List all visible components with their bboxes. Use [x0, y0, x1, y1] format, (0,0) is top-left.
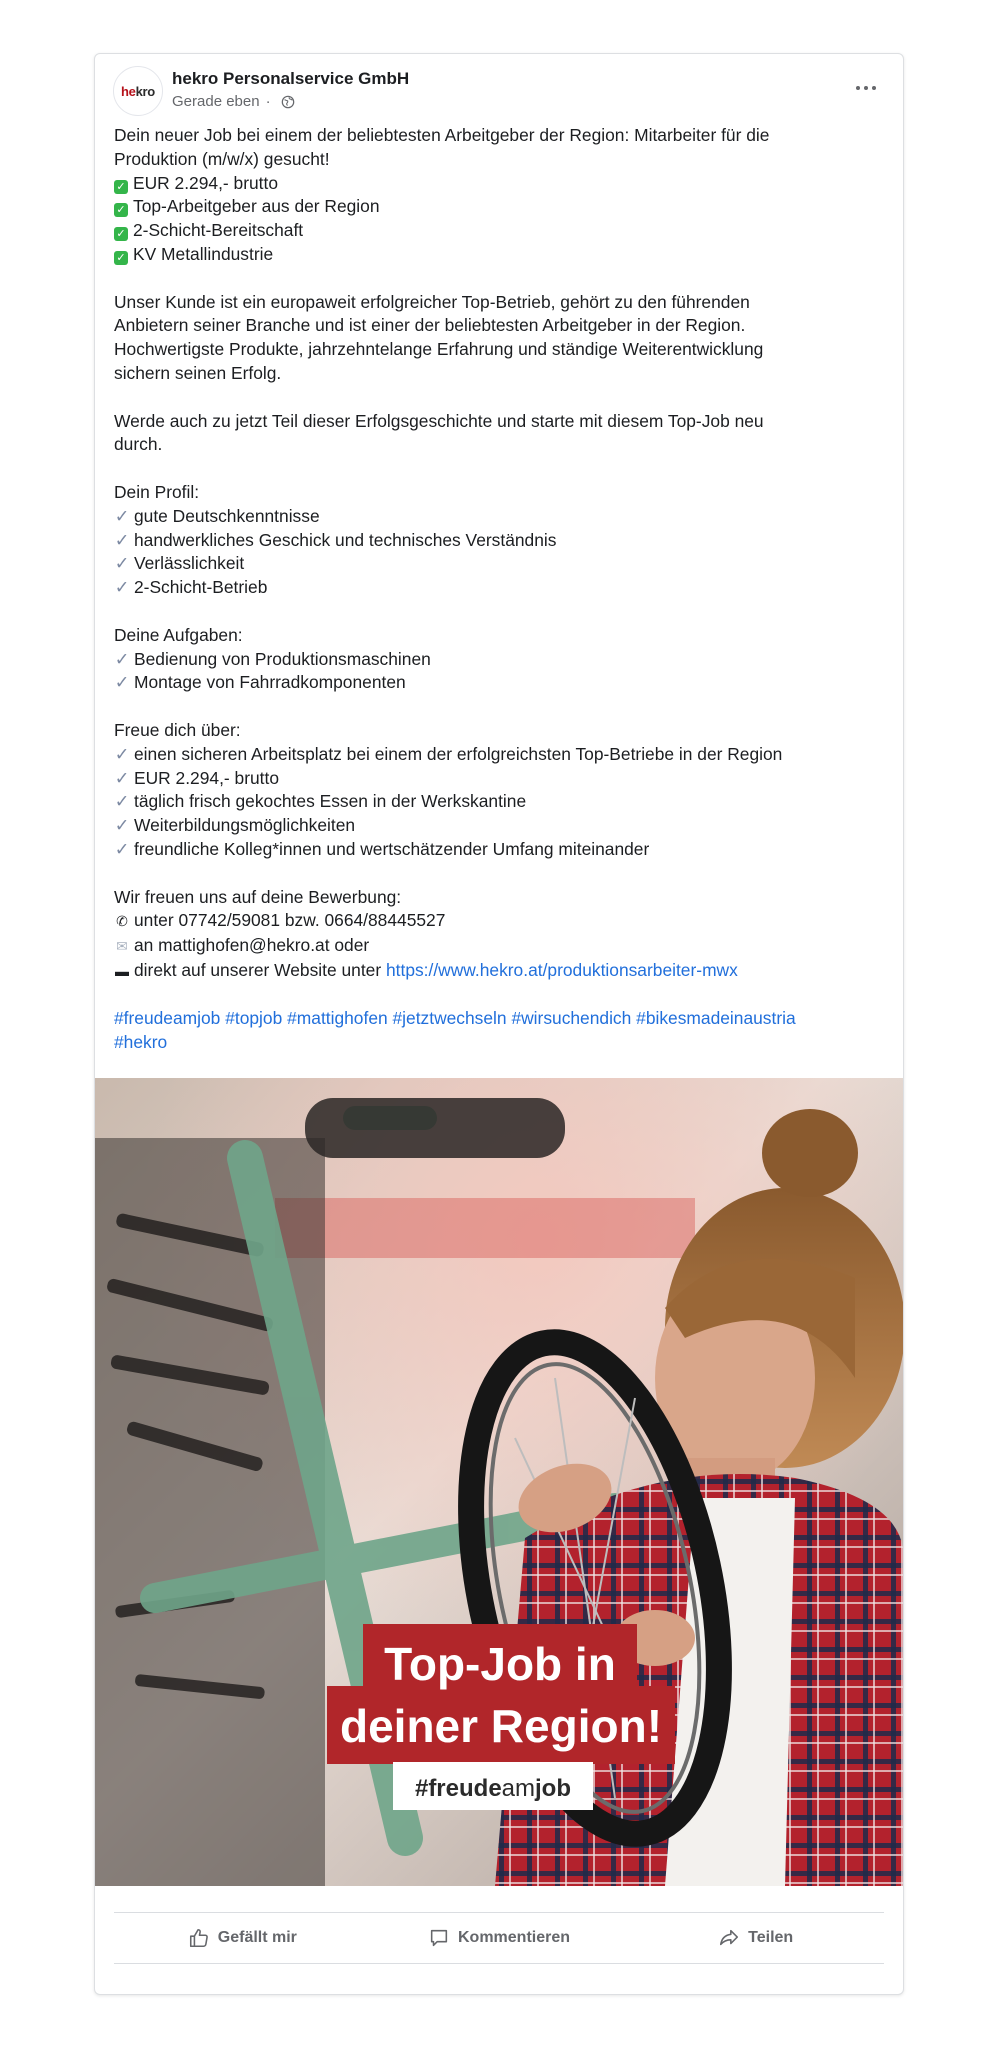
tag-suffix: job — [535, 1775, 572, 1802]
profile-text: Verlässlichkeit — [134, 553, 245, 574]
invite-line: Werde auch zu jetzt Teil dieser Erfolgsgeschichte und starte mit diesem Top-Job neu — [114, 410, 764, 431]
profile-item — [114, 529, 894, 553]
benefit-text: EUR 2.294,- brutto — [134, 767, 279, 788]
profile-heading: Dein Profil: — [114, 481, 200, 502]
share-button[interactable] — [627, 1927, 884, 1949]
invite-line: durch. — [114, 434, 163, 455]
share-label: Teilen — [748, 1929, 794, 1946]
benefit-text: freundliche Kolleg*innen und wertschätzender Umfang miteinander — [134, 838, 650, 859]
about-line: Anbietern seiner Branche und ist einer der beliebtesten Arbeitgeber in der Region. — [114, 315, 746, 336]
comment-button[interactable] — [371, 1927, 628, 1949]
task-item — [114, 648, 894, 672]
comment-label: Kommentieren — [457, 1929, 571, 1946]
check-mark-button-icon: ✓ — [114, 251, 128, 265]
envelope-icon: ✉ — [116, 938, 128, 955]
highlight-item — [114, 243, 894, 267]
avatar[interactable] — [113, 66, 163, 116]
benefit-item — [114, 743, 894, 767]
check-icon: ✓ — [114, 648, 130, 669]
dot-separator: · — [265, 93, 271, 110]
intro-line-2: Produktion (m/w/x) gesucht! — [114, 148, 330, 169]
contact-heading: Wir freuen uns auf deine Bewerbung: — [114, 886, 402, 907]
contact-mail — [114, 934, 894, 959]
check-icon: ✓ — [114, 553, 130, 574]
task-item — [114, 671, 894, 695]
headline-line-2: deiner Region! — [339, 1700, 663, 1752]
tag-middle: am — [501, 1775, 536, 1802]
hashtag-link[interactable]: #topjob — [225, 1008, 283, 1029]
headline-line-1: Top-Job in — [384, 1638, 616, 1690]
benefit-item — [114, 767, 894, 791]
contact-web — [114, 959, 894, 984]
highlight-item — [114, 195, 894, 219]
contact-web-text: direkt auf unserer Website unter — [134, 959, 382, 980]
more-dot — [864, 86, 868, 90]
comment-icon — [428, 1927, 450, 1949]
contact-mail-text: an mattighofen@hekro.at oder — [134, 935, 370, 956]
avatar-logo-h: he — [121, 83, 136, 99]
image-hashtag — [415, 1775, 571, 1802]
profile-text: 2-Schicht-Betrieb — [134, 577, 268, 598]
about-line: sichern seinen Erfolg. — [114, 362, 282, 383]
website-link[interactable]: https://www.hekro.at/produktionsarbeiter-mwx — [385, 959, 738, 980]
benefit-item — [114, 838, 894, 862]
spacer — [114, 457, 894, 481]
check-icon: ✓ — [114, 529, 130, 550]
profile-text: handwerkliches Geschick und technisches Verständnis — [134, 529, 557, 550]
hashtags-line — [114, 1007, 894, 1031]
task-text: Bedienung von Produktionsmaschinen — [134, 648, 431, 669]
spacer — [114, 695, 894, 719]
computer-icon: ▬ — [115, 962, 129, 979]
share-icon — [718, 1927, 740, 1949]
check-mark-button-icon: ✓ — [114, 180, 128, 194]
check-icon: ✓ — [114, 577, 130, 598]
profile-item — [114, 552, 894, 576]
phone-icon: ✆ — [116, 913, 128, 930]
check-mark-button-icon: ✓ — [114, 227, 128, 241]
contact-phone-text: unter 07742/59081 bzw. 0664/88445527 — [134, 910, 446, 931]
task-text: Montage von Fahrradkomponenten — [134, 672, 406, 693]
benefit-text: täglich frisch gekochtes Essen in der Werkskantine — [134, 791, 527, 812]
action-bar — [114, 1912, 884, 1964]
hashtag-link[interactable]: #freudeamjob — [114, 1008, 221, 1029]
spacer — [114, 386, 894, 410]
spacer — [114, 267, 894, 291]
post-timestamp[interactable]: Gerade eben — [172, 93, 260, 110]
benefit-item — [114, 790, 894, 814]
tasks-heading: Deine Aufgaben: — [114, 624, 243, 645]
intro-line-1: Dein neuer Job bei einem der beliebtesten Arbeitgeber der Region: Mitarbeiter für die — [114, 125, 770, 145]
post-header — [95, 54, 903, 124]
bike-mechanic-photo — [95, 1078, 903, 1886]
contact-phone — [114, 909, 894, 934]
like-label: Gefällt mir — [217, 1929, 297, 1946]
more-dot — [872, 86, 876, 90]
check-icon: ✓ — [114, 743, 130, 764]
check-icon: ✓ — [114, 815, 130, 836]
more-dot — [856, 86, 860, 90]
highlight-item — [114, 219, 894, 243]
hashtag-link[interactable]: #mattighofen — [287, 1008, 388, 1029]
check-mark-button-icon: ✓ — [114, 203, 128, 217]
profile-item — [114, 505, 894, 529]
benefit-item — [114, 814, 894, 838]
hashtag-link[interactable]: #bikesmadeinaustria — [636, 1008, 796, 1029]
page-name[interactable]: hekro Personalservice GmbH — [172, 69, 410, 88]
about-line: Unser Kunde ist ein europaweit erfolgreicher Top-Betrieb, gehört zu den führenden — [114, 291, 750, 312]
highlight-text: KV Metallindustrie — [133, 243, 274, 264]
hashtags-line — [114, 1031, 894, 1055]
check-icon: ✓ — [114, 838, 130, 859]
benefit-text: Weiterbildungsmöglichkeiten — [134, 815, 356, 836]
check-icon: ✓ — [114, 505, 130, 526]
profile-text: gute Deutschkenntnisse — [134, 505, 320, 526]
more-options-button[interactable] — [851, 76, 881, 100]
check-icon: ✓ — [114, 672, 130, 693]
check-icon: ✓ — [114, 767, 130, 788]
spacer — [114, 600, 894, 624]
post-text — [114, 124, 894, 1055]
highlight-text: EUR 2.294,- brutto — [133, 172, 278, 193]
highlight-item — [114, 172, 894, 196]
hashtag-link[interactable]: #hekro — [114, 1032, 168, 1053]
check-icon: ✓ — [114, 791, 130, 812]
hashtag-link[interactable]: #wirsuchendich — [511, 1008, 632, 1029]
benefits-heading: Freue dich über: — [114, 719, 241, 740]
avatar-logo-rest: kro — [135, 83, 155, 99]
spacer — [114, 862, 894, 886]
about-line: Hochwertigste Produkte, jahrzehntelange Erfahrung und ständige Weiterentwicklung — [114, 339, 764, 360]
globe-icon[interactable] — [281, 95, 295, 109]
profile-item — [114, 576, 894, 600]
benefit-text: einen sicheren Arbeitsplatz bei einem der erfolgreichsten Top-Betriebe in der Region — [134, 743, 783, 764]
like-button[interactable] — [114, 1927, 371, 1949]
post-image[interactable] — [95, 1078, 903, 1886]
facebook-post-card — [94, 53, 904, 1995]
post-meta — [172, 93, 295, 110]
spacer — [114, 984, 894, 1008]
tag-prefix: #freude — [414, 1775, 502, 1802]
highlight-text: Top-Arbeitgeber aus der Region — [133, 196, 380, 217]
thumbs-up-icon — [188, 1927, 210, 1949]
highlight-text: 2-Schicht-Bereitschaft — [133, 220, 304, 241]
hashtag-link[interactable]: #jetztwechseln — [392, 1008, 507, 1029]
